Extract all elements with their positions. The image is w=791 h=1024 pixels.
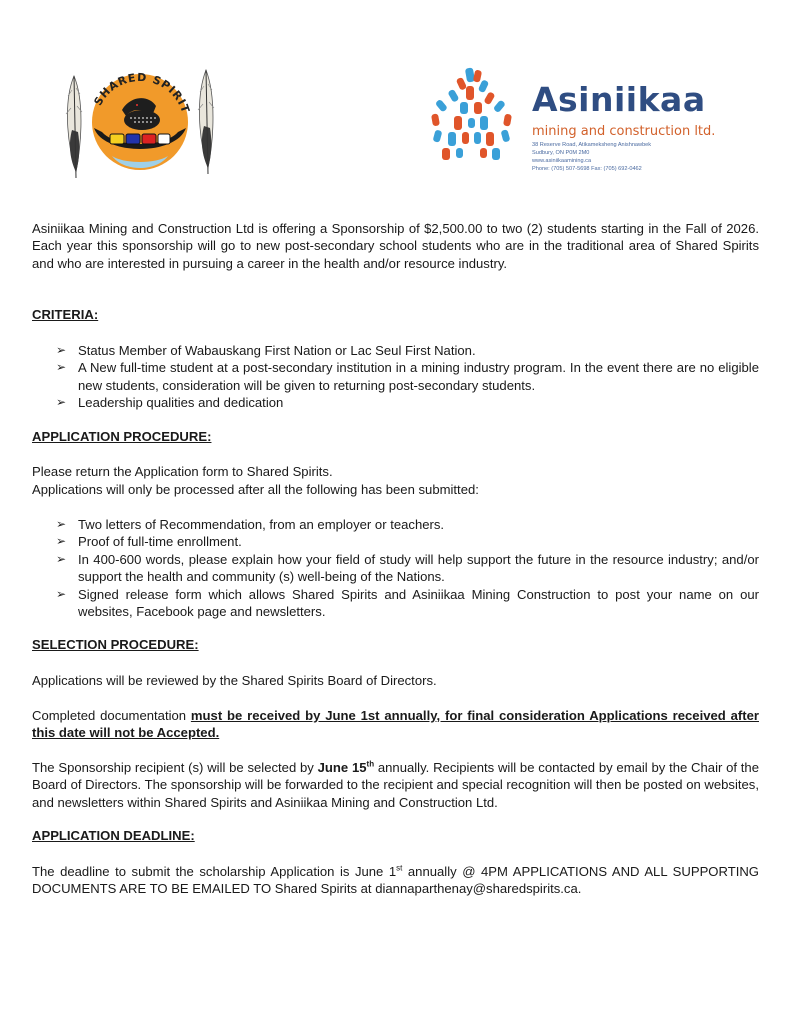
asiniikaa-name: Asiniikaa — [532, 80, 706, 119]
list-item: ➢ Status Member of Wabauskang First Nation or Lac Seul First Nation. — [56, 343, 476, 358]
asiniikaa-tagline: mining and construction ltd. — [532, 124, 716, 139]
application-deadline-heading: APPLICATION DEADLINE: — [32, 828, 195, 843]
arrow-bullet-icon: ➢ — [56, 534, 67, 549]
criteria-heading: CRITERIA: — [32, 307, 99, 322]
list-item: ➢ A New full-time student at a post-secondary institution in a mining industry program. In the event there are no eligible new students, consideration will be given to returning post-secondary students. — [56, 360, 759, 393]
list-item: ➢ Proof of full-time enrollment. — [56, 534, 242, 550]
asiniikaa-mark-icon — [428, 64, 518, 164]
review-text: Applications will be reviewed by the Shared Spirits Board of Directors. — [32, 673, 437, 688]
asiniikaa-address-line2: Sudbury, ON P0M 2M0 — [532, 150, 590, 156]
feather-icon — [198, 70, 214, 174]
asiniikaa-website: www.asiniikaamining.ca — [532, 158, 592, 164]
list-item: ➢ Leadership qualities and dedication — [56, 395, 284, 411]
asiniikaa-phone: Phone: (705) 507-5698 Fax: (705) 692-0462 — [532, 166, 642, 172]
submission-list — [56, 516, 759, 620]
asiniikaa-address-line1: 38 Reserve Road, Atikameksheng Anishnawbek — [532, 142, 652, 148]
application-procedure-heading: APPLICATION PROCEDURE: — [32, 429, 212, 444]
list-item: ➢ Two letters of Recommendation, from an employer or teachers. — [56, 517, 445, 532]
criteria-list — [56, 342, 759, 412]
intro-paragraph: Asiniikaa Mining and Construction Ltd is offering a Sponsorship of $2,500.00 to two (2) students starting in the Fall of 2026. Each year this sponsorship will go to new post-secondary school students who are in the traditional area of Shared Spirits and who are interested in pursuing a career in the health and/or resource industry. — [32, 221, 759, 271]
shared-spirits-logo — [60, 60, 220, 185]
arrow-bullet-icon: ➢ — [56, 517, 67, 531]
deadline-emphasis: must be received by June 1st annually, for final consideration Applications received after this date will not be Accepted. — [32, 708, 759, 741]
deadline-text: The deadline to submit the scholarship Application is June 1st annually @ 4PM APPLICATIONS AND ALL SUPPORTING DOCUMENTS ARE TO BE EMAILED TO Shared Spirits at diannaparthenay@sharedspirits.ca. — [32, 863, 759, 897]
feather-icon — [66, 76, 82, 178]
arrow-bullet-icon: ➢ — [56, 586, 67, 601]
asiniikaa-logo — [428, 64, 728, 184]
completed-documentation-text: Completed documentation must be received by June 1st annually, for final consideration Applications received after this date will not be Accepted. — [32, 708, 759, 741]
logo-arc-text: SHARED SPIRIT — [91, 70, 193, 116]
arrow-bullet-icon: ➢ — [56, 551, 67, 566]
processing-text: Applications will only be processed after all the following has been submitted: — [32, 482, 479, 497]
selection-date: June 15th — [317, 759, 375, 775]
list-item: ➢ In 400-600 words, please explain how your field of study will help support the future in the resource industry; and/or support the health and community (s) well-being of the Nations. — [56, 551, 759, 585]
recipient-selection-text: The Sponsorship recipient (s) will be selected by June 15th annually. Recipients will be contacted by email by the Chair of the Board of Directors. The sponsorship will be forwarded to the recipient and special recognition will then be posted on websites, and newsletters within Shared Spirits and Asiniikaa Mining and Construction Ltd. — [32, 759, 760, 810]
arrow-bullet-icon: ➢ — [56, 343, 67, 357]
list-item: ➢ Signed release form which allows Shared Spirits and Asiniikaa Mining Construction to post your name on our websites, Facebook page and newsletters. — [56, 586, 759, 620]
arrow-bullet-icon: ➢ — [56, 360, 67, 375]
selection-procedure-heading: SELECTION PROCEDURE: — [32, 637, 199, 652]
arrow-bullet-icon: ➢ — [56, 395, 67, 410]
return-form-text: Please return the Application form to Shared Spirits. — [32, 464, 333, 479]
